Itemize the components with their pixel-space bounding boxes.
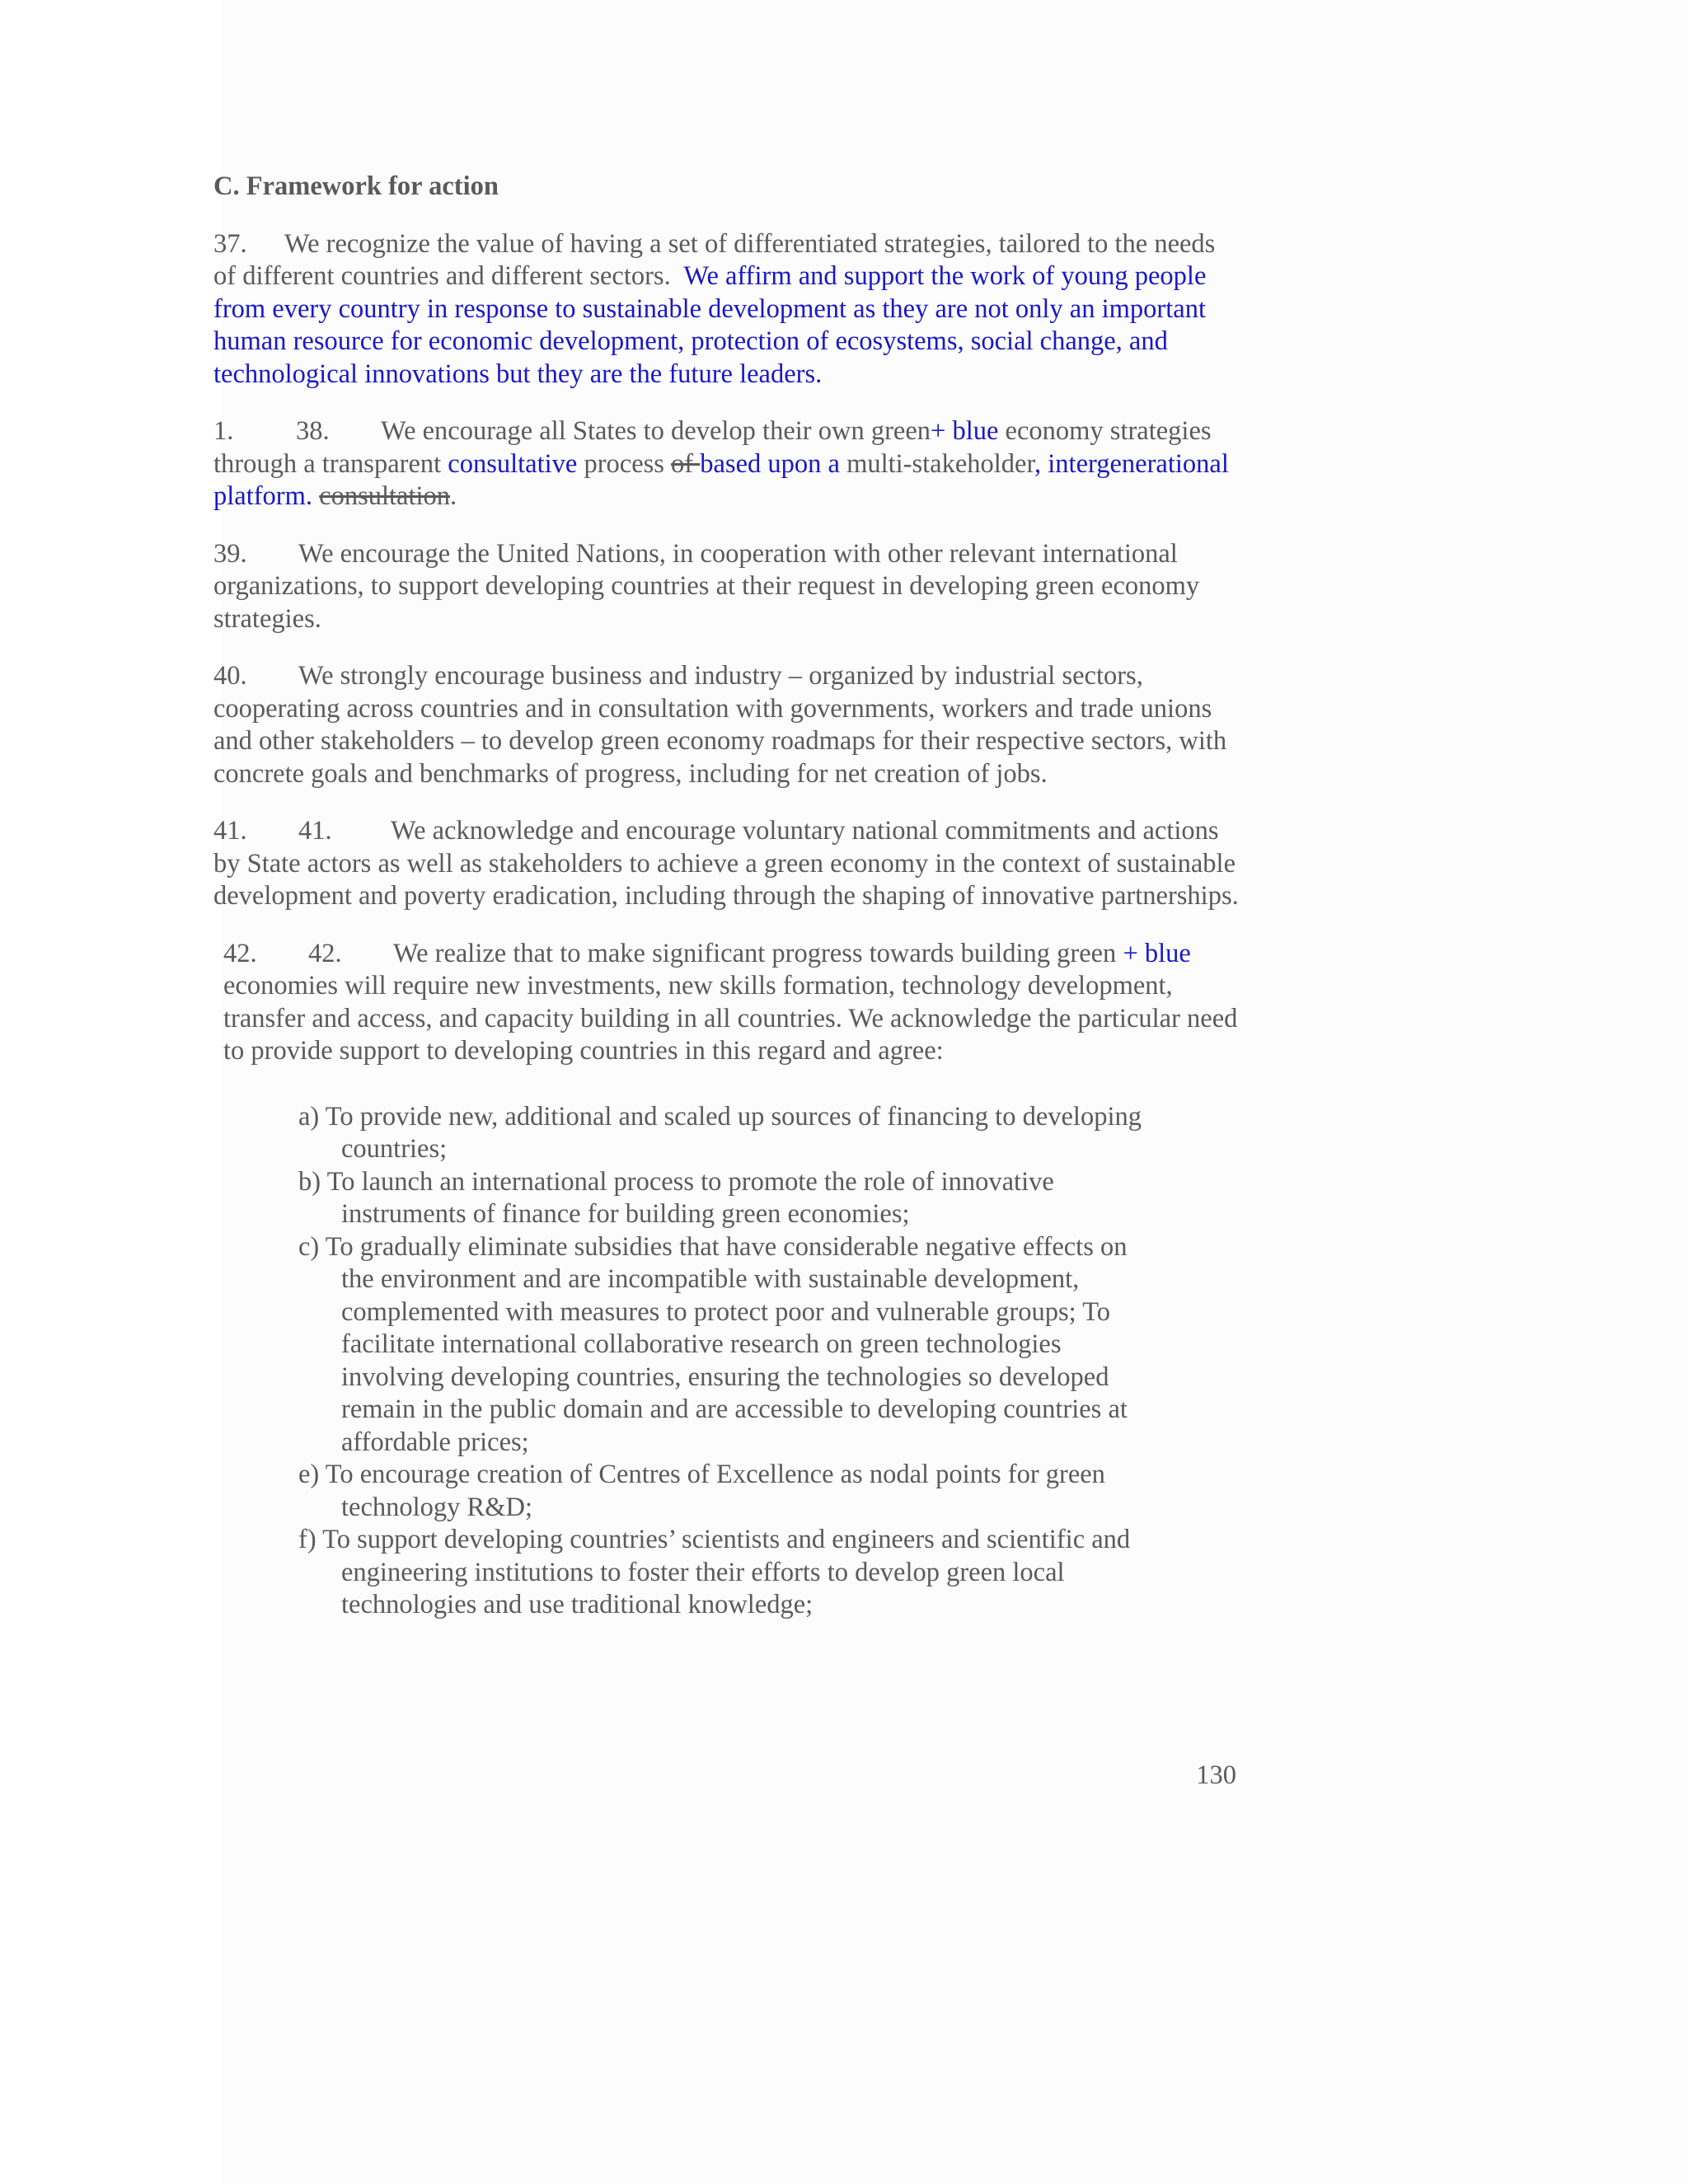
list-item: b) To launch an international process to promote the role of innovative instruments of finance for building green economies; (298, 1166, 1054, 1229)
inserted-text: + blue (1116, 938, 1191, 968)
list-item: c) To gradually eliminate subsidies that have considerable negative effects on the environment and are incompatible with sustainable development, complemented with measures to protect poor and vulnerable groups; To facilitate international collaborative research on green technologies involving developing countries, ensuring the technologies so developed remain in the public domain and are accessible to developing countries at affordable prices; (298, 1231, 1128, 1457)
paragraph-42 (223, 938, 1244, 1068)
list-item: a) To provide new, additional and scaled up sources of financing to developing countries; (298, 1101, 1142, 1164)
list-item: f) To support developing countries’ scientists and engineers and scientific and engineering institutions to foster their efforts to develop green local technologies and use traditional knowledge; (298, 1525, 1131, 1619)
paragraph-number: 41. (298, 816, 332, 846)
paragraph-number: 39. (213, 538, 247, 569)
paragraph-text: We realize that to make significant progress towards building green (393, 938, 1117, 968)
paragraph-number: 41. (213, 816, 247, 846)
inserted-text: based upon a (700, 448, 840, 479)
deleted-text: consultation (319, 481, 451, 511)
paragraph-text: We strongly encourage business and industry – organized by industrial sectors, cooperating across countries and in consultation with governments, workers and trade unions and other stakeholders – to develop green economy roadmaps for their respective sectors, with concrete goals and benchmarks of progress, including for net creation of jobs. (213, 661, 1227, 789)
deleted-text: of (671, 448, 701, 479)
paragraph-40 (213, 660, 1244, 790)
paragraph-38 (213, 415, 1244, 513)
inserted-text: + blue (931, 416, 999, 446)
paragraph-39 (213, 538, 1244, 636)
inserted-text: We affirm and support the work of young people from every country in response to sustainable development as they are not only an important human resource for economic development, protection of ecosystems, social change, and technological innovations but they are the future leaders. (213, 261, 1207, 389)
paragraph-37 (213, 228, 1244, 391)
paragraph-text: We encourage all States to develop their own green (381, 416, 931, 446)
document-body (213, 171, 1244, 1622)
paragraph-text: economies will require new investments, new skills formation, technology development, transfer and access, and capacity building in all countries. We acknowledge the particular need to provide support to developing countries in this regard and agree: (223, 971, 1238, 1066)
inserted-text: , intergenerational platform. (213, 448, 1229, 511)
paragraph-text: We encourage the United Nations, in cooperation with other relevant international organizations, to support developing countries at their request in developing green economy strategies. (213, 538, 1200, 634)
paragraph-number: 42. (308, 938, 342, 968)
paragraph-text: process (577, 448, 672, 479)
agreement-list (213, 1101, 1156, 1622)
paragraph-number: 40. (213, 661, 247, 691)
inserted-text: consultative (448, 448, 578, 479)
list-item: e) To encourage creation of Centres of Excellence as nodal points for green technology R&D; (298, 1460, 1105, 1522)
page-number: 130 (1196, 1760, 1236, 1790)
paragraph-text: economy strategies through a transparent (213, 416, 1212, 479)
paragraph-text: . (450, 481, 457, 511)
list-number: 1. (213, 416, 234, 446)
paragraph-number: 38. (296, 416, 330, 446)
paragraph-text: We acknowledge and encourage voluntary national commitments and actions by State actors as well as stakeholders to achieve a green economy in the context of sustainable development and poverty eradication, including through the shaping of innovative partnerships. (213, 816, 1239, 911)
section-heading: C. Framework for action (213, 171, 499, 201)
paragraph-number: 37. (213, 228, 247, 259)
paragraph-number: 42. (223, 938, 257, 968)
paragraph-text: multi-stakeholder (839, 448, 1035, 479)
paragraph-text: We recognize the value of having a set of differentiated strategies, tailored to the needs of different countries and different sectors. (213, 228, 1216, 291)
paragraph-41 (213, 815, 1244, 913)
